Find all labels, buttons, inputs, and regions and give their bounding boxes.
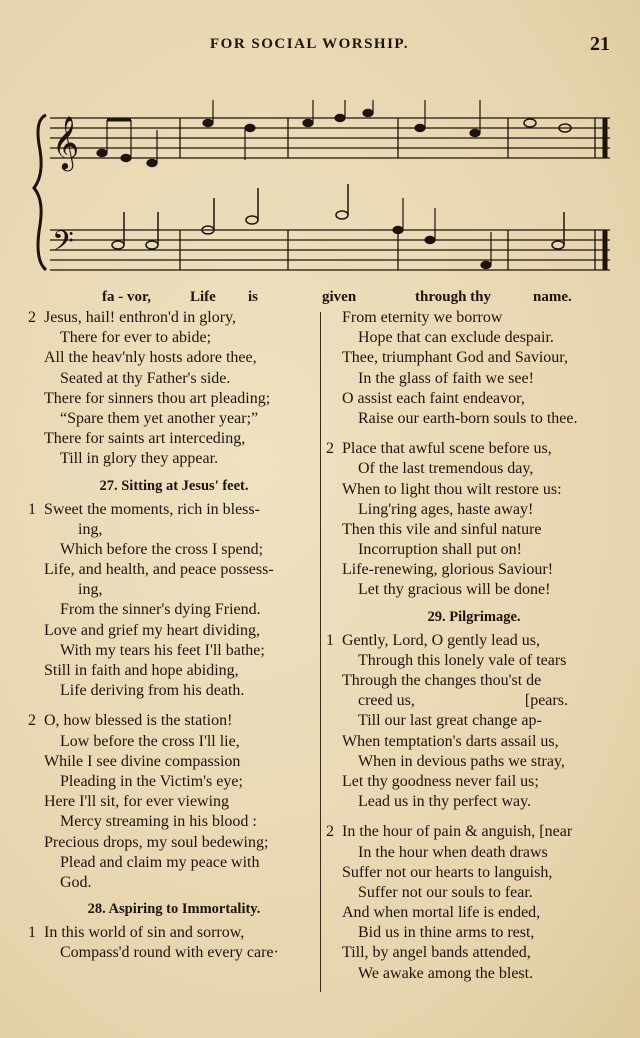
verse-line: O assist each faint endeavor, [342,389,525,407]
verse-line: Incorruption shall put on! [358,541,522,559]
verse-line: 2 Jesus, hail! enthron'd in glory, [28,308,320,328]
hymn-title: 27. Sitting at Jesus' feet. [99,477,249,494]
verse-line: “Spare them yet another year;” [60,409,259,427]
verse-line: Thee, triumphant God and Saviour, [342,349,568,367]
verse-line: Seated at thy Father's side. [60,369,231,387]
music-staves [30,100,620,290]
verse-line: Till in glory they appear. [60,450,219,468]
page-number: 21 [590,33,610,55]
hymn27-verse1 [28,500,320,702]
verse-line: Pleading in the Victim's eye; [60,772,243,790]
verse-line: Still in faith and hope abiding, [44,662,239,679]
svg-text:𝄞: 𝄞 [52,115,80,169]
verse-line: Till our last great change ap- [358,712,542,730]
verse-number: 1 [28,924,36,942]
hymn28-verse1-continued [326,308,622,429]
lyric-syllable: is [248,289,259,305]
verse-line: We awake among the blest. [358,964,534,982]
hymn28-verse1 [28,923,320,963]
verse-number: 2 [326,440,334,458]
verse-line: Which before the cross I spend; [60,540,264,558]
verse-line: Then this vile and sinful nature [342,520,542,538]
verse-line: And when mortal life is ended, [342,904,541,922]
column-divider [320,312,321,992]
verse-line: Let thy gracious will be done! [358,581,551,599]
lyric-syllable: fa - vor, [102,289,152,305]
hymn-title: 29. Pilgrimage. [427,608,521,625]
verse-line: 2 In the hour of pain & anguish, [near [326,822,622,842]
hymn29-verse2 [326,822,622,984]
verse-line: There for sinners thou art pleading; [44,389,271,407]
verse-line: There for saints art interceding, [44,430,246,448]
verse-line: Life deriving from his death. [60,682,245,700]
verse-line: Through the changes thou'st de [342,672,542,689]
verse-line: Mercy streaming in his blood : [60,813,257,831]
verse-line: 1 Gently, Lord, O gently lead us, [326,631,622,651]
verse-number: 1 [28,500,36,518]
verse-line: When to light thou wilt restore us: [342,480,562,498]
hymn29-verse1 [326,631,622,813]
verse-line: God. [60,873,92,891]
verse-line: When in devious paths we stray, [358,752,565,770]
verse-line: Bid us in thine arms to rest, [358,924,535,942]
verse-line: Ling'ring ages, haste away! [358,500,534,518]
verse-line: Of the last tremendous day, [358,460,534,478]
verse-line: 1 In this world of sin and sorrow, [28,923,320,943]
verse-line: Low before the cross I'll lie, [60,732,240,750]
verse-line: 2 Place that awful scene before us, [326,439,622,459]
left-column [28,308,320,963]
verse-line: ing, [78,581,103,599]
verse-line: Plead and claim my peace with [60,853,260,871]
music-score [30,100,620,305]
running-head [0,33,640,58]
lyric-syllable: given [322,289,357,305]
hymn28-verse2 [326,439,622,601]
verse-line: Precious drops, my soul bedewing; [44,833,269,851]
lyric-syllable: Life [190,289,216,305]
verse-line: Through this lonely vale of tears [358,651,567,669]
verse-line: Life, and health, and peace possess- [44,561,274,579]
verse-line: Till, by angel bands attended, [342,944,531,962]
verse-line: Suffer not our hearts to languish, [342,863,553,881]
verse-number: 2 [28,712,36,730]
lyric-syllable: through thy [415,289,491,305]
verse-line: Love and grief my heart dividing, [44,621,260,639]
verse-line: Here I'll sit, for ever viewing [44,793,230,811]
verse-line: Let thy goodness never fail us; [342,772,539,790]
verse-line: When temptation's darts assail us, [342,732,559,750]
verse-line: There for ever to abide; [60,329,212,347]
verse-number: 1 [326,631,334,649]
hymn27-verse2 [28,711,320,893]
verse-line: From the sinner's dying Friend. [60,601,261,619]
verse-line: In the glass of faith we see! [358,369,534,387]
verse-line: Life-renewing, glorious Saviour! [342,561,554,579]
verse-line: creed us, [pears. [358,692,568,710]
verse-line: Suffer not our souls to fear. [358,883,533,901]
hymn26-verse2 [28,308,320,470]
verse-number: 2 [326,823,334,841]
svg-text:𝄢: 𝄢 [52,225,74,265]
verse-line: With my tears his feet I'll bathe; [60,641,265,659]
lyric-syllable: name. [533,289,572,305]
verse-number: 2 [28,309,36,326]
verse-line: Compass'd round with every care· [60,944,279,962]
verse-line: 2 O, how blessed is the station! [28,711,320,731]
verse-line: All the heav'nly hosts adore thee, [44,349,257,367]
hymn-title: 28. Aspiring to Immortality. [87,901,261,918]
verse-line: While I see divine compassion [44,752,241,770]
verse-line: Raise our earth-born souls to thee. [358,409,578,427]
right-column [326,308,622,984]
verse-line: ing, [78,520,103,538]
verse-line: In the hour when death draws [358,843,548,861]
verse-line: From eternity we borrow [342,309,503,326]
verse-line: 1 Sweet the moments, rich in bless- [28,500,320,520]
verse-line: Lead us in thy perfect way. [358,793,532,811]
verse-line: Hope that can exclude despair. [358,329,554,347]
running-title: FOR SOCIAL WORSHIP. [210,36,409,52]
